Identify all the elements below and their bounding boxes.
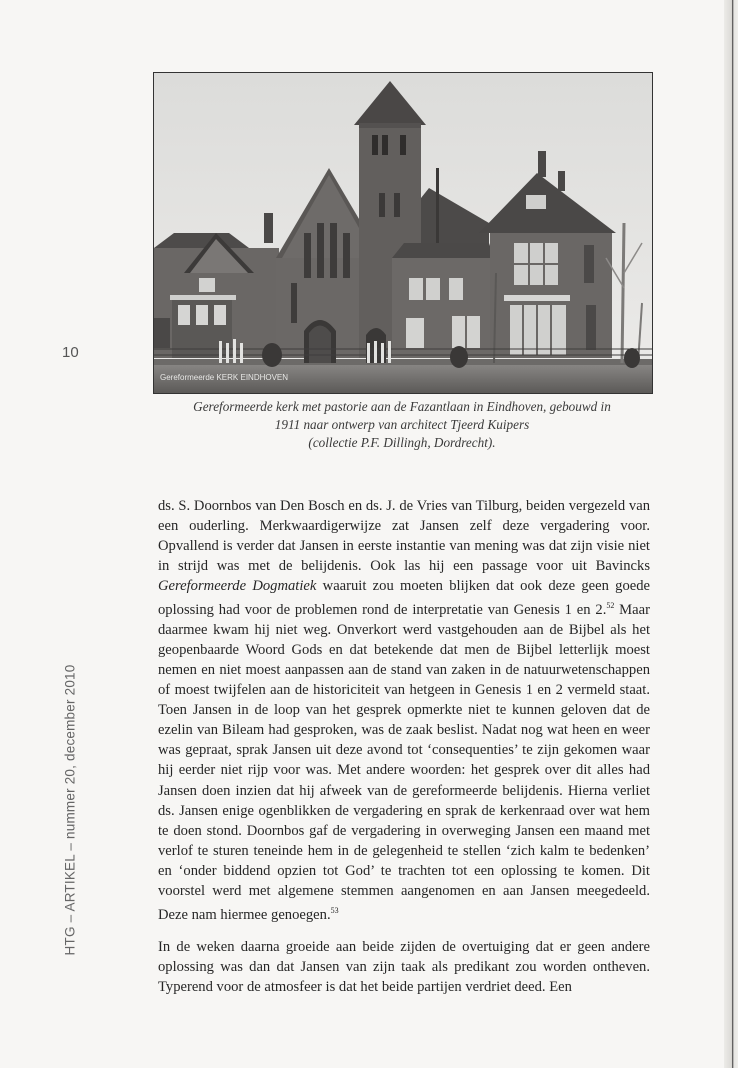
- caption-line: (collectie P.F. Dillingh, Dordrecht).: [308, 435, 496, 450]
- footnote-ref: 53: [330, 905, 339, 915]
- paragraph-text: waaruit zou moeten blijken dat ook deze geen goede oplossing had voor de problemen rond de interpretatie van Genesis 1 en 2.: [158, 578, 650, 619]
- book-title: Gereformeerde Dogmatiek: [158, 578, 317, 595]
- running-head: HTG – ARTIKEL – nummer 20, december 2010: [62, 664, 78, 956]
- photo-inscription: Gereformeerde KERK EINDHOVEN: [160, 373, 289, 382]
- caption-line: 1911 naar ontwerp van architect Tjeerd Kuipers: [274, 417, 530, 432]
- footnote-ref: 52: [606, 601, 615, 611]
- caption-line: Gereformeerde kerk met pastorie aan de Fazantlaan in Eindhoven, gebouwd in: [193, 399, 611, 414]
- church-photograph: [153, 72, 653, 394]
- page-number: 10: [62, 344, 79, 361]
- page-gutter-edge: [724, 0, 738, 1068]
- article-body: [158, 496, 650, 997]
- paragraph: In de weken daarna groeide aan beide zijden de overtuiging dat er geen andere oplossing was dan dat Jansen van zijn taak als predikant zou worden ontheven. Typerend voor de atmosfeer is dat het beide partijen verdriet deed. Een: [158, 938, 650, 995]
- paragraph-text: ds. S. Doornbos van Den Bosch en ds. J. de Vries van Tilburg, beiden vergezeld van een ouderling. Merkwaardigerwijze zat Jansen zelf deze vergadering voor. Opvallend is verder dat Jansen in eerste instantie van mening was dat zijn visie niet in strijd was met de belijdenis. Ook las hij een passage voor uit Bavincks: [158, 498, 650, 575]
- paragraph-text: Maar daarmee kwam hij niet weg. Onverkort werd vastgehouden aan de Bijbel als het geopenbaarde Woord Gods en dat betekende dat men de Bijbel letterlijk moest nemen en niet moest aanpassen aan de stand van zaken in de natuurwetenschappen of moest twijfelen aan de historiciteit van hetgeen in Genesis 1 en 2 vermeld staat. Toen Jansen in de loop van het gesprek opmerkte niet te kunnen geloven dat de ezelin van Bileam had gesproken, was de zaak beslist. Nadat nog wat heen en weer was gepraat, sprak Jansen uit deze avond tot ‘consequenties’ te zijn gekomen waar hij eerder niet rijp voor was. Met andere woorden: het gesprek over dit alles had Jansen doen inzien dat hij afweek van de gereformeerde belijdenis. Hierna verliet ds. Jansen enige ogenblikken de vergadering en sprak de kerkenraad over wat hem te doen stond. Doornbos gaf de vergadering in overweging Jansen een maand met verlof te sturen teneinde hem in de gelegenheid te stellen ‘zich kalm te bedenken’ en ‘onder biddend opzien tot God’ te trachten tot een oplossing te komen. Dit voorstel werd met algemene stemmen aangenomen en aan Jansen meegedeeld. Deze nam hiermee genoegen.: [158, 602, 650, 923]
- figure-caption: [160, 398, 644, 452]
- paragraph: [158, 496, 650, 925]
